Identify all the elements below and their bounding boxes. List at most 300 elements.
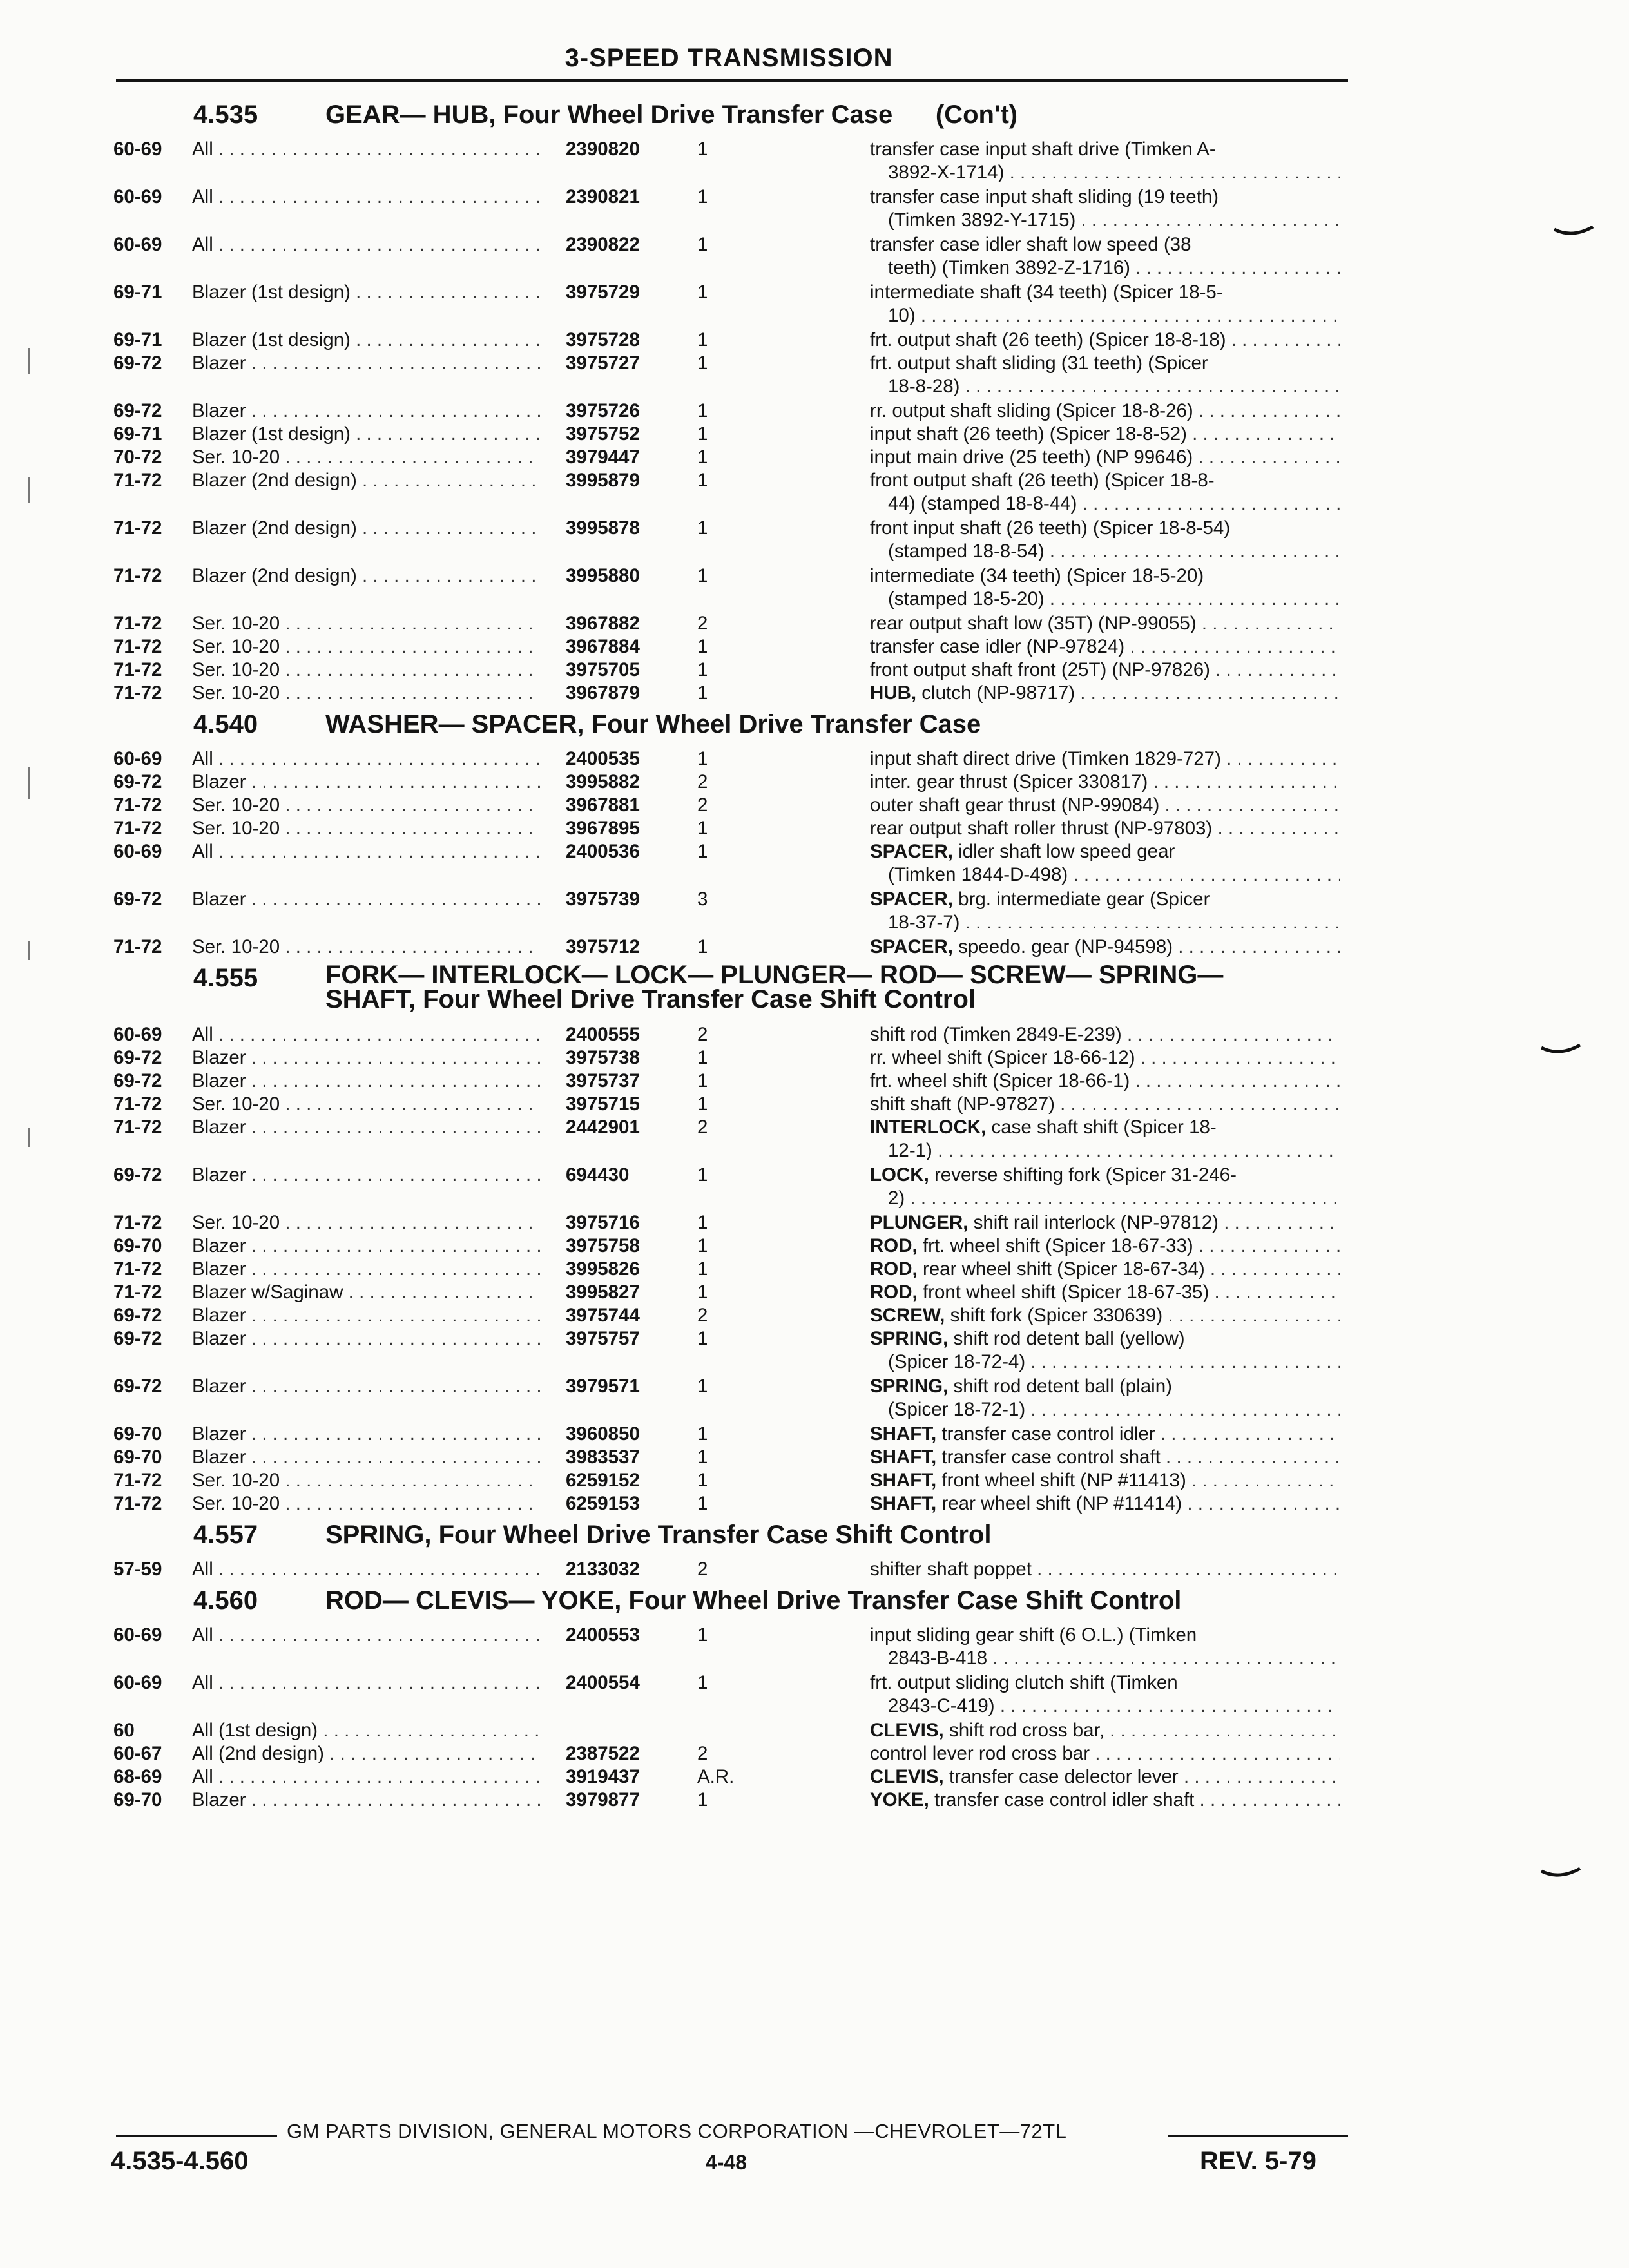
model-years: 60-69 <box>113 841 162 862</box>
footer-page-number: 4-48 <box>706 2151 747 2174</box>
section-title: WASHER— SPACER, Four Wheel Drive Transfer Case <box>325 710 981 738</box>
section-title: GEAR— HUB, Four Wheel Drive Transfer Case (Con't) <box>325 101 1018 129</box>
model-years: 69-72 <box>113 771 162 793</box>
description <box>870 817 1340 840</box>
description-line <box>870 1742 1340 1765</box>
description-line <box>870 794 1340 817</box>
model-years: 71-72 <box>113 613 162 634</box>
description <box>870 1423 1340 1446</box>
quantity: 1 <box>697 1624 708 1646</box>
table-row <box>0 1235 1629 1258</box>
part-number: 3979447 <box>566 447 640 468</box>
quantity: 1 <box>697 1164 708 1186</box>
part-number: 6259152 <box>566 1470 640 1491</box>
description <box>870 1093 1340 1116</box>
table-row <box>0 352 1629 399</box>
section-title-line: SHAFT, Four Wheel Drive Transfer Case Shift Control <box>325 985 976 1014</box>
table-row <box>0 1671 1629 1719</box>
quantity: 2 <box>697 794 708 816</box>
application: Blazer . . . <box>192 1070 540 1093</box>
application: Blazer . . . <box>192 771 540 794</box>
table-row <box>0 1789 1629 1812</box>
description-line <box>870 138 1340 161</box>
part-number: 3995879 <box>566 470 640 491</box>
description <box>870 1070 1340 1093</box>
description-line <box>870 329 1340 352</box>
section-title: ROD— CLEVIS— YOKE, Four Wheel Drive Transfer Case Shift Control <box>325 1586 1182 1615</box>
table-row <box>0 469 1629 517</box>
description-text: transfer case control idler shaft <box>929 1789 1195 1811</box>
model-years: 60-69 <box>113 1624 162 1646</box>
model-years: 71-72 <box>113 1212 162 1233</box>
description-line <box>870 469 1340 492</box>
application: Blazer w/Saginaw . . . <box>192 1281 540 1304</box>
part-number: 2133032 <box>566 1559 640 1580</box>
part-number: 2400535 <box>566 748 640 769</box>
table-row <box>0 1258 1629 1281</box>
quantity: 1 <box>697 139 708 160</box>
table-row <box>0 1423 1629 1446</box>
description <box>870 1446 1340 1469</box>
description <box>870 281 1340 327</box>
model-years: 71-72 <box>113 565 162 586</box>
description-text: transfer case delector lever <box>943 1766 1179 1787</box>
application: Blazer (2nd design) . . . <box>192 469 540 492</box>
description <box>870 186 1340 232</box>
table-row <box>0 682 1629 705</box>
description <box>870 635 1340 658</box>
model-years: 69-71 <box>113 282 162 303</box>
quantity: 2 <box>697 1024 708 1045</box>
description <box>870 352 1340 398</box>
quantity: 1 <box>697 234 708 255</box>
part-number: 3967879 <box>566 682 640 704</box>
table-row <box>0 635 1629 658</box>
description-text: outer shaft gear thrust (NP-99084) <box>870 794 1160 816</box>
description-line <box>870 517 1340 540</box>
part-number: 3995878 <box>566 517 640 539</box>
quantity: 1 <box>697 1470 708 1491</box>
description-text: (stamped 18-5-20) <box>888 588 1045 610</box>
table-row <box>0 399 1629 423</box>
application: All . . . <box>192 233 540 256</box>
part-number: 2390820 <box>566 139 640 160</box>
part-number: 3975758 <box>566 1235 640 1256</box>
description <box>870 138 1340 184</box>
description-text: 44) (stamped 18-8-44) <box>888 493 1077 514</box>
description-text: transfer case idler (NP-97824) <box>870 636 1125 657</box>
description-line <box>870 1281 1340 1304</box>
model-years: 69-70 <box>113 1446 162 1468</box>
application: Ser. 10-20 . . . <box>192 1093 540 1116</box>
description-keyword: INTERLOCK, <box>870 1117 987 1138</box>
table-row <box>0 1327 1629 1375</box>
table-row <box>0 1375 1629 1423</box>
part-number: 2400554 <box>566 1672 640 1693</box>
description-text: brg. intermediate gear (Spicer <box>952 889 1210 910</box>
model-years: 60-69 <box>113 186 162 207</box>
description-line <box>870 186 1340 209</box>
quantity: 2 <box>697 1559 708 1580</box>
description-keyword: SHAFT, <box>870 1446 937 1468</box>
model-years: 71-72 <box>113 818 162 839</box>
quantity: 1 <box>697 1328 708 1349</box>
model-years: 71-72 <box>113 517 162 539</box>
quantity: 1 <box>697 682 708 704</box>
application: Ser. 10-20 . . . <box>192 635 540 658</box>
part-number: 3967895 <box>566 818 640 839</box>
description-text: intermediate (34 teeth) (Spicer 18-5-20) <box>870 565 1204 586</box>
application: All . . . <box>192 1765 540 1789</box>
description-keyword: ROD, <box>870 1282 918 1303</box>
part-number: 6259153 <box>566 1493 640 1514</box>
description-line <box>870 1164 1340 1187</box>
part-number: 2390822 <box>566 234 640 255</box>
model-years: 60-69 <box>113 139 162 160</box>
part-number: 3975726 <box>566 400 640 421</box>
part-number: 3975715 <box>566 1093 640 1115</box>
description-line <box>870 352 1340 375</box>
part-number: 3975728 <box>566 329 640 351</box>
section-number: 4.540 <box>193 710 258 738</box>
description-line <box>870 1765 1340 1789</box>
description-text: rr. output shaft sliding (Spicer 18-8-26) <box>870 400 1193 421</box>
description-line <box>870 540 1340 563</box>
description-line <box>870 304 1340 327</box>
model-years: 71-72 <box>113 470 162 491</box>
description-line <box>870 1423 1340 1446</box>
quantity: 1 <box>697 1212 708 1233</box>
model-years: 71-72 <box>113 636 162 657</box>
model-years: 68-69 <box>113 1766 162 1787</box>
quantity: 1 <box>697 517 708 539</box>
description <box>870 771 1340 794</box>
description-line <box>870 281 1340 304</box>
description-line <box>870 209 1340 232</box>
part-number: 3975738 <box>566 1047 640 1068</box>
description-line <box>870 1398 1340 1421</box>
quantity: 1 <box>697 1070 708 1091</box>
description-line <box>870 564 1340 588</box>
part-number: 3960850 <box>566 1423 640 1445</box>
description-text: shift fork (Spicer 330639) <box>945 1305 1163 1326</box>
application: Blazer . . . <box>192 1235 540 1258</box>
table-row <box>0 1281 1629 1304</box>
part-number: 3975744 <box>566 1305 640 1326</box>
part-number: 3975716 <box>566 1212 640 1233</box>
quantity: 1 <box>697 447 708 468</box>
application: All . . . <box>192 1671 540 1695</box>
model-years: 71-72 <box>113 936 162 957</box>
description-text: frt. wheel shift (Spicer 18-67-33) <box>917 1235 1193 1256</box>
application: Blazer (1st design) . . . <box>192 281 540 304</box>
description-line <box>870 1235 1340 1258</box>
application: All . . . <box>192 747 540 771</box>
description <box>870 564 1340 611</box>
description <box>870 1046 1340 1070</box>
part-number: 3975757 <box>566 1328 640 1349</box>
quantity: 1 <box>697 186 708 207</box>
part-number: 3983537 <box>566 1446 640 1468</box>
description <box>870 1789 1340 1812</box>
quantity: 1 <box>697 1258 708 1280</box>
description <box>870 1304 1340 1327</box>
quantity: 3 <box>697 889 708 910</box>
quantity: 1 <box>697 818 708 839</box>
description-text: shift rod cross bar, <box>943 1720 1104 1741</box>
model-years: 60 <box>113 1720 135 1741</box>
description-text: transfer case input shaft sliding (19 teeth) <box>870 186 1219 207</box>
description-text: case shaft shift (Spicer 18- <box>986 1117 1217 1138</box>
description-line <box>870 1211 1340 1235</box>
table-row <box>0 138 1629 186</box>
punch-mark-icon <box>1540 1867 1581 1880</box>
description-line <box>870 1070 1340 1093</box>
description-text: rr. wheel shift (Spicer 18-66-12) <box>870 1047 1135 1068</box>
description-text: input sliding gear shift (6 O.L.) (Timken <box>870 1624 1197 1646</box>
part-number: 3975752 <box>566 423 640 445</box>
description <box>870 399 1340 423</box>
description <box>870 1492 1340 1515</box>
section-number: 4.535 <box>193 101 258 129</box>
part-number: 3967881 <box>566 794 640 816</box>
description-text: rear output shaft roller thrust (NP-97803) <box>870 818 1213 839</box>
table-row <box>0 1304 1629 1327</box>
model-years: 71-72 <box>113 1258 162 1280</box>
description-text: 18-8-28) <box>888 376 960 397</box>
table-row <box>0 446 1629 469</box>
section-title: SPRING, Four Wheel Drive Transfer Case Shift Control <box>325 1521 992 1549</box>
description-text: shift rod detent ball (plain) <box>948 1376 1172 1397</box>
description-keyword: CLEVIS, <box>870 1766 944 1787</box>
description <box>870 517 1340 563</box>
description-text: (Spicer 18-72-4) <box>888 1351 1026 1372</box>
quantity: 1 <box>697 423 708 445</box>
description-text: frt. output sliding clutch shift (Timken <box>870 1672 1178 1693</box>
description-keyword: SPACER, <box>870 936 953 957</box>
application: Blazer (1st design) . . . <box>192 423 540 446</box>
table-row <box>0 1765 1629 1789</box>
description <box>870 612 1340 635</box>
description-line <box>870 1719 1340 1742</box>
application: Ser. 10-20 . . . <box>192 1492 540 1515</box>
description-text: transfer case control idler <box>936 1423 1155 1445</box>
part-number: 3995827 <box>566 1282 640 1303</box>
table-row <box>0 281 1629 329</box>
description-keyword: SHAFT, <box>870 1423 937 1445</box>
header-rule <box>116 79 1348 82</box>
application: Blazer . . . <box>192 1258 540 1281</box>
part-number: 3975729 <box>566 282 640 303</box>
part-number: 3995882 <box>566 771 640 793</box>
description <box>870 1235 1340 1258</box>
quantity: 2 <box>697 613 708 634</box>
description <box>870 682 1340 705</box>
description-keyword: SPACER, <box>870 889 953 910</box>
description-text: clutch (NP-98717) <box>916 682 1075 704</box>
description <box>870 329 1340 352</box>
application: Ser. 10-20 . . . <box>192 1469 540 1492</box>
application: Ser. 10-20 . . . <box>192 936 540 959</box>
application: Blazer . . . <box>192 1046 540 1070</box>
application: Blazer . . . <box>192 1446 540 1469</box>
footer-rule <box>116 2135 277 2137</box>
model-years: 60-69 <box>113 1672 162 1693</box>
description-text: frt. output shaft (26 teeth) (Spicer 18-8-18) <box>870 329 1226 351</box>
description-keyword: ROD, <box>870 1235 918 1256</box>
model-years: 71-72 <box>113 1493 162 1514</box>
description-line <box>870 840 1340 863</box>
description-keyword: LOCK, <box>870 1164 929 1186</box>
quantity: 1 <box>697 470 708 491</box>
description-text: (Timken 1844-D-498) <box>888 864 1068 885</box>
description-line <box>870 1187 1340 1210</box>
description-line <box>870 612 1340 635</box>
description-line <box>870 1695 1340 1718</box>
quantity: 1 <box>697 1423 708 1445</box>
table-row <box>0 233 1629 281</box>
description-line <box>870 911 1340 934</box>
table-row <box>0 1116 1629 1164</box>
application: All . . . <box>192 840 540 863</box>
description-line <box>870 1375 1340 1398</box>
description-line <box>870 635 1340 658</box>
description-line <box>870 817 1340 840</box>
model-years: 69-72 <box>113 1164 162 1186</box>
description-line <box>870 1258 1340 1281</box>
application: Blazer . . . <box>192 1327 540 1350</box>
section-heading <box>0 1515 1629 1558</box>
description-text: speedo. gear (NP-94598) <box>952 936 1173 957</box>
description-keyword: SHAFT, <box>870 1470 937 1491</box>
description <box>870 1327 1340 1374</box>
model-years: 69-71 <box>113 423 162 445</box>
quantity: 1 <box>697 841 708 862</box>
description-keyword: ROD, <box>870 1258 918 1280</box>
description-line <box>870 1350 1340 1374</box>
model-years: 57-59 <box>113 1559 162 1580</box>
part-number: 2400536 <box>566 841 640 862</box>
description-line <box>870 1093 1340 1116</box>
description <box>870 747 1340 771</box>
description <box>870 1258 1340 1281</box>
description-text: (Timken 3892-Y-1715) <box>888 209 1076 231</box>
description-text: front output shaft (26 teeth) (Spicer 18-8- <box>870 470 1215 491</box>
punch-mark-icon <box>1540 1044 1581 1057</box>
description <box>870 1023 1340 1046</box>
table-row <box>0 888 1629 936</box>
description <box>870 840 1340 887</box>
description-text: transfer case idler shaft low speed (38 <box>870 234 1191 255</box>
margin-mark <box>28 1128 30 1147</box>
model-years: 69-70 <box>113 1423 162 1445</box>
application: Blazer . . . <box>192 1164 540 1187</box>
quantity: 1 <box>697 1672 708 1693</box>
description-text: 2843-C-419) <box>888 1695 995 1716</box>
quantity: 2 <box>697 1117 708 1138</box>
description <box>870 1765 1340 1789</box>
description-keyword: HUB, <box>870 682 917 704</box>
description-text: rear wheel shift (Spicer 18-67-34) <box>917 1258 1205 1280</box>
table-row <box>0 612 1629 635</box>
description-keyword: SPRING, <box>870 1376 949 1397</box>
description <box>870 1671 1340 1718</box>
description-text: shift rod (Timken 2849-E-239) <box>870 1024 1122 1045</box>
description-line <box>870 423 1340 446</box>
table-row <box>0 1624 1629 1671</box>
model-years: 60-67 <box>113 1743 162 1764</box>
quantity: 1 <box>697 1789 708 1811</box>
application: All . . . <box>192 138 540 161</box>
description-text: reverse shifting fork (Spicer 31-246- <box>929 1164 1237 1186</box>
application: Blazer . . . <box>192 1789 540 1812</box>
quantity: 1 <box>697 936 708 957</box>
description-text: intermediate shaft (34 teeth) (Spicer 18-5- <box>870 282 1223 303</box>
part-number: 2400555 <box>566 1024 640 1045</box>
model-years: 69-72 <box>113 1376 162 1397</box>
part-number: 2442901 <box>566 1117 640 1138</box>
part-number: 2400553 <box>566 1624 640 1646</box>
description-text: input shaft direct drive (Timken 1829-727) <box>870 748 1221 769</box>
description-text: (stamped 18-8-54) <box>888 541 1045 562</box>
model-years: 71-72 <box>113 1117 162 1138</box>
table-row <box>0 1070 1629 1093</box>
model-years: 69-72 <box>113 1047 162 1068</box>
description-line <box>870 1046 1340 1070</box>
application: Blazer (2nd design) . . . <box>192 517 540 540</box>
section-heading <box>0 959 1629 1023</box>
table-row <box>0 817 1629 840</box>
description-line <box>870 1469 1340 1492</box>
part-number: 3967882 <box>566 613 640 634</box>
description-line <box>870 1558 1340 1581</box>
model-years: 71-72 <box>113 794 162 816</box>
table-row <box>0 1558 1629 1581</box>
description-text: frt. wheel shift (Spicer 18-66-1) <box>870 1070 1130 1091</box>
section-heading <box>0 705 1629 747</box>
description-line <box>870 1789 1340 1812</box>
quantity: 1 <box>697 636 708 657</box>
application: Ser. 10-20 . . . <box>192 682 540 705</box>
description <box>870 233 1340 280</box>
model-years: 69-72 <box>113 400 162 421</box>
model-years: 69-70 <box>113 1789 162 1811</box>
description-text: 3892-X-1714) <box>888 162 1005 183</box>
description-keyword: SPRING, <box>870 1328 949 1349</box>
application: Blazer . . . <box>192 352 540 375</box>
application: All . . . <box>192 186 540 209</box>
table-row <box>0 423 1629 446</box>
model-years: 69-72 <box>113 352 162 374</box>
part-number: 3975739 <box>566 889 640 910</box>
quantity: 1 <box>697 565 708 586</box>
table-row <box>0 186 1629 233</box>
application: Blazer . . . <box>192 399 540 423</box>
margin-mark <box>28 767 30 799</box>
application: Blazer . . . <box>192 1423 540 1446</box>
description <box>870 1164 1340 1210</box>
description <box>870 794 1340 817</box>
table-row <box>0 1719 1629 1742</box>
description-text: input shaft (26 teeth) (Spicer 18-8-52) <box>870 423 1187 445</box>
quantity: 2 <box>697 1743 708 1764</box>
description <box>870 469 1340 515</box>
description-line <box>870 1023 1340 1046</box>
description-line <box>870 1647 1340 1670</box>
description-line <box>870 1116 1340 1139</box>
description <box>870 1742 1340 1765</box>
description-line <box>870 658 1340 682</box>
